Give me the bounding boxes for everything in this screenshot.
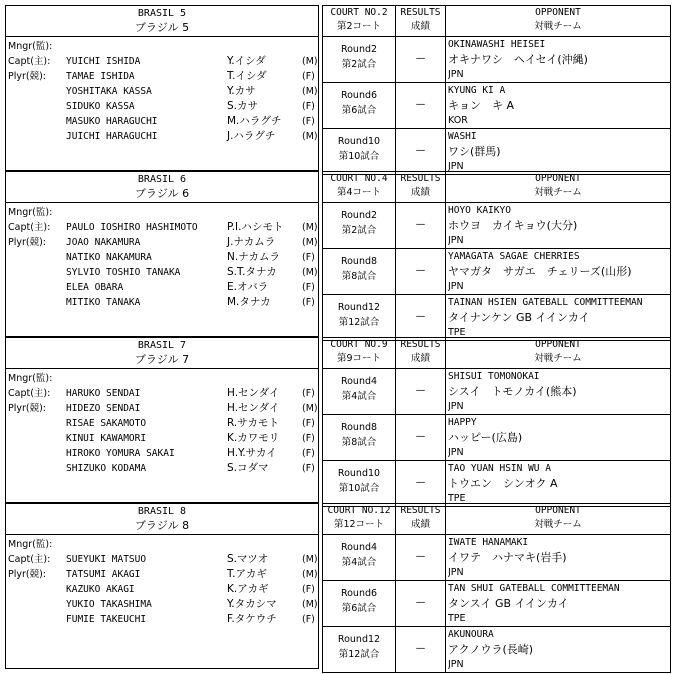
opponent-cell [446, 129, 671, 175]
player-name-kana: E.オバラ [227, 281, 269, 293]
court-header [323, 338, 396, 369]
opponent-name-jp: トウエン シンオク A [448, 477, 558, 490]
opponent-country: JPN [448, 447, 464, 458]
player-sex: (M) [302, 599, 318, 610]
team-name: BRASIL 5 [137, 8, 187, 19]
opponent-name-jp: タンスイ GB イインカイ [448, 597, 569, 610]
roster-panel [5, 171, 319, 337]
player-name: SYLVIO TOSHIO TANAKA [66, 267, 181, 278]
round-number: Round12 [337, 302, 381, 313]
round-cell [323, 83, 396, 129]
opponent-name: WASHI [448, 131, 477, 142]
player-name: ELEA OBARA [66, 282, 124, 293]
court-header [323, 6, 396, 37]
player-name: YUKIO TAKASHIMA [66, 599, 152, 610]
round-cell [323, 461, 396, 507]
round-number-jp: 第8試合 [341, 437, 377, 448]
result-cell: — [396, 203, 446, 249]
player-sex: (F) [302, 418, 315, 429]
match-row [323, 249, 671, 295]
round-number: Round8 [340, 422, 378, 433]
player-name: JOAO NAKAMURA [66, 237, 141, 248]
player-sex: (M) [302, 56, 318, 67]
result-cell: — [396, 37, 446, 83]
opponent-cell [446, 249, 671, 295]
player-name-kana: Y.カサ [227, 85, 256, 97]
player-name-kana: P.I.ハシモト [227, 221, 284, 233]
opponent-header [446, 6, 671, 37]
player-sex: (M) [302, 237, 318, 248]
opponent-name-jp: アクノウラ(長崎) [448, 643, 534, 656]
player-name-kana: T.アカギ [227, 568, 267, 580]
player-sex: (F) [302, 101, 315, 112]
result-cell: — [396, 627, 446, 673]
player-name: MITIKO TANAKA [66, 297, 141, 308]
player-sex: (F) [302, 252, 315, 263]
round-number: Round10 [337, 136, 381, 147]
results-header [396, 338, 446, 369]
results-header [396, 172, 446, 203]
player-name: JUICHI HARAGUCHI [66, 131, 158, 142]
player-name: YUICHI ISHIDA [66, 56, 141, 67]
results-header-jp: 成績 [410, 519, 430, 530]
round-number: Round8 [340, 256, 378, 267]
round-cell [323, 369, 396, 415]
result-cell: — [396, 369, 446, 415]
players-label: Plyr(競): [8, 237, 47, 248]
player-sex: (F) [302, 463, 315, 474]
court-header-en: COURT NO.12 [327, 505, 391, 516]
opponent-cell [446, 37, 671, 83]
player-name: YOSHITAKA KASSA [66, 86, 152, 97]
round-number-jp: 第10試合 [338, 151, 380, 162]
round-number-jp: 第10試合 [338, 483, 380, 494]
match-row [323, 295, 671, 341]
player-sex: (M) [302, 403, 318, 414]
match-row [323, 415, 671, 461]
players-label: Plyr(競): [8, 71, 47, 82]
opponent-cell [446, 295, 671, 341]
opponent-country: TPE [448, 493, 466, 504]
schedule-table [322, 5, 671, 175]
schedule-header-row [323, 338, 671, 369]
roster-panel [5, 337, 319, 503]
opponent-country: JPN [448, 281, 464, 292]
player-name-kana: T.イシダ [227, 70, 267, 82]
results-header-jp: 成績 [410, 21, 430, 32]
opponent-name-jp: ヤマガタ サガエ チェリーズ(山形) [448, 265, 632, 278]
player-name-kana: H.センダイ [227, 387, 280, 399]
player-name-kana: J.ハラグチ [227, 130, 276, 142]
round-number: Round10 [337, 468, 381, 479]
opponent-header-jp: 対戦チーム [534, 353, 582, 364]
player-name-kana: N.ナカムラ [227, 251, 280, 263]
opponent-name: AKUNOURA [448, 629, 494, 640]
opponent-name: TAN SHUI GATEBALL COMMITTEEMAN [448, 583, 620, 594]
player-name-kana: H.Y.サカイ [227, 447, 277, 459]
opponent-name: TAO YUAN HSIN WU A [448, 463, 551, 474]
result-cell: — [396, 129, 446, 175]
team-name-jp: ブラジル 8 [134, 519, 190, 532]
result-cell: — [396, 581, 446, 627]
result-cell: — [396, 83, 446, 129]
opponent-header-jp: 対戦チーム [534, 187, 582, 198]
team-name-jp: ブラジル 5 [134, 21, 190, 34]
player-name: NATIKO NAKAMURA [66, 252, 152, 263]
team-name-header [6, 6, 318, 37]
opponent-name: OKINAWASHI HEISEI [448, 39, 546, 50]
opponent-country: JPN [448, 161, 464, 172]
opponent-name-jp: キョン キ A [448, 99, 515, 112]
manager-label: Mngr(監): [8, 539, 53, 550]
player-name: HIROKO YOMURA SAKAI [66, 448, 175, 459]
opponent-country: JPN [448, 235, 464, 246]
team-block [5, 5, 670, 171]
player-name-kana: S.マツオ [227, 553, 269, 565]
round-number-jp: 第12試合 [338, 317, 380, 328]
player-name-kana: Y.タカシマ [227, 598, 277, 610]
round-number: Round4 [340, 542, 378, 553]
results-header-jp: 成績 [410, 187, 430, 198]
schedule-header-row [323, 6, 671, 37]
player-sex: (F) [302, 614, 315, 625]
round-number: Round2 [340, 210, 378, 221]
opponent-header-jp: 対戦チーム [534, 21, 582, 32]
opponent-country: TPE [448, 613, 466, 624]
opponent-header [446, 504, 671, 535]
player-name-kana: M.タナカ [227, 296, 271, 308]
opponent-cell [446, 415, 671, 461]
match-row [323, 129, 671, 175]
match-row [323, 203, 671, 249]
player-name: SUEYUKI MATSUO [66, 554, 147, 565]
results-header-en: RESULTS [400, 505, 441, 516]
player-sex: (F) [302, 448, 315, 459]
player-name: HARUKO SENDAI [66, 388, 141, 399]
match-row [323, 627, 671, 673]
round-cell [323, 581, 396, 627]
round-number-jp: 第4試合 [341, 557, 377, 568]
round-number: Round4 [340, 376, 378, 387]
opponent-header-jp: 対戦チーム [534, 519, 582, 530]
opponent-name-jp: ハッピー(広島) [448, 431, 523, 444]
team-name: BRASIL 8 [137, 506, 187, 517]
player-sex: (F) [302, 433, 315, 444]
opponent-name-jp: オキナワシ ヘイセイ(沖縄) [448, 53, 588, 66]
round-cell [323, 415, 396, 461]
round-number: Round12 [337, 634, 381, 645]
results-header-en: RESULTS [400, 339, 441, 350]
opponent-header-en: OPPONENT [535, 339, 581, 350]
results-header [396, 504, 446, 535]
opponent-header-en: OPPONENT [535, 7, 581, 18]
round-cell [323, 249, 396, 295]
schedule-header-row [323, 504, 671, 535]
player-name-kana: H.センダイ [227, 402, 280, 414]
player-name: TAMAE ISHIDA [66, 71, 135, 82]
player-name: HIDEZO SENDAI [66, 403, 141, 414]
opponent-name: SHISUI TOMONOKAI [448, 371, 540, 382]
captain-label: Capt(主): [8, 388, 51, 399]
player-sex: (F) [302, 282, 315, 293]
player-name-kana: M.ハラグチ [227, 115, 282, 127]
player-name-kana: K.カワモリ [227, 432, 280, 444]
player-name: KINUI KAWAMORI [66, 433, 147, 444]
round-number-jp: 第4試合 [341, 391, 377, 402]
roster-panel [5, 503, 319, 669]
player-sex: (F) [302, 388, 315, 399]
player-name: SHIZUKO KODAMA [66, 463, 147, 474]
round-cell [323, 129, 396, 175]
round-number: Round6 [340, 588, 378, 599]
opponent-cell [446, 627, 671, 673]
opponent-country: TPE [448, 327, 466, 338]
opponent-country: JPN [448, 567, 464, 578]
round-number-jp: 第8試合 [341, 271, 377, 282]
team-name-jp: ブラジル 6 [134, 187, 190, 200]
round-number-jp: 第6試合 [341, 603, 377, 614]
round-cell [323, 37, 396, 83]
player-name: SIDUKO KASSA [66, 101, 135, 112]
result-cell: — [396, 415, 446, 461]
team-name-header [6, 338, 318, 369]
team-name-header [6, 504, 318, 535]
court-header-en: COURT NO.4 [330, 173, 388, 184]
player-sex: (F) [302, 71, 315, 82]
opponent-name: TAINAN HSIEN GATEBALL COMMITTEEMAN [448, 297, 643, 308]
team-name-header [6, 172, 318, 203]
opponent-name: HAPPY [448, 417, 477, 428]
player-sex: (F) [302, 297, 315, 308]
opponent-name-jp: タイナンケン GB イインカイ [448, 311, 590, 324]
opponent-cell [446, 581, 671, 627]
round-cell [323, 203, 396, 249]
player-name-kana: J.ナカムラ [227, 236, 276, 248]
match-row [323, 535, 671, 581]
opponent-name: HOYO KAIKYO [448, 205, 511, 216]
player-name: PAULO IOSHIRO HASHIMOTO [66, 222, 198, 233]
team-block [5, 503, 670, 669]
match-row [323, 369, 671, 415]
court-header [323, 504, 396, 535]
opponent-name-jp: シスイ トモノカイ(熊本) [448, 385, 577, 398]
player-sex: (M) [302, 554, 318, 565]
team-name: BRASIL 7 [137, 340, 187, 351]
results-header-en: RESULTS [400, 173, 441, 184]
team-name-jp: ブラジル 7 [134, 353, 190, 366]
opponent-cell [446, 83, 671, 129]
court-header-en: COURT NO.9 [330, 339, 388, 350]
result-cell: — [396, 249, 446, 295]
results-header-en: RESULTS [400, 7, 441, 18]
opponent-cell [446, 461, 671, 507]
player-sex: (M) [302, 222, 318, 233]
opponent-header-en: OPPONENT [535, 173, 581, 184]
player-sex: (F) [302, 116, 315, 127]
court-header-jp: 第4コート [336, 187, 382, 198]
player-name: FUMIE TAKEUCHI [66, 614, 147, 625]
player-sex: (F) [302, 584, 315, 595]
opponent-header [446, 338, 671, 369]
captain-label: Capt(主): [8, 222, 51, 233]
team-block [5, 337, 670, 503]
opponent-header [446, 172, 671, 203]
opponent-name-jp: ワシ(群馬) [448, 145, 501, 158]
match-row [323, 83, 671, 129]
players-label: Plyr(競): [8, 403, 47, 414]
opponent-country: JPN [448, 69, 464, 80]
team-name: BRASIL 6 [137, 174, 187, 185]
match-row [323, 37, 671, 83]
player-name-kana: S.T.タナカ [227, 266, 277, 278]
player-name: RISAE SAKAMOTO [66, 418, 147, 429]
opponent-country: JPN [448, 401, 464, 412]
opponent-country: KOR [448, 115, 468, 126]
schedule-table [322, 171, 671, 341]
round-cell [323, 535, 396, 581]
player-name-kana: R.サカモト [227, 417, 280, 429]
player-sex: (M) [302, 569, 318, 580]
court-header-jp: 第9コート [336, 353, 382, 364]
player-sex: (M) [302, 86, 318, 97]
schedule-table [322, 337, 671, 507]
player-sex: (M) [302, 267, 318, 278]
player-name-kana: S.コダマ [227, 462, 269, 474]
player-name-kana: Y.イシダ [227, 55, 266, 67]
opponent-name: YAMAGATA SAGAE CHERRIES [448, 251, 580, 262]
round-number-jp: 第2試合 [341, 225, 377, 236]
result-cell: — [396, 535, 446, 581]
player-name-kana: K.アカギ [227, 583, 269, 595]
opponent-name-jp: イワテ ハナマキ(岩手) [448, 551, 567, 564]
result-cell: — [396, 461, 446, 507]
round-cell [323, 295, 396, 341]
captain-label: Capt(主): [8, 56, 51, 67]
opponent-name-jp: ホウヨ カイキョウ(大分) [448, 219, 578, 232]
round-number-jp: 第2試合 [341, 59, 377, 70]
round-number-jp: 第6試合 [341, 105, 377, 116]
roster-panel [5, 5, 319, 171]
match-row [323, 461, 671, 507]
opponent-name: KYUNG KI A [448, 85, 506, 96]
player-name-kana: F.タケウチ [227, 613, 277, 625]
results-header [396, 6, 446, 37]
round-number: Round6 [340, 90, 378, 101]
player-name: TATSUMI AKAGI [66, 569, 141, 580]
opponent-cell [446, 369, 671, 415]
round-number: Round2 [340, 44, 378, 55]
round-cell [323, 627, 396, 673]
schedule-table [322, 503, 671, 673]
team-block [5, 171, 670, 337]
players-label: Plyr(競): [8, 569, 47, 580]
court-header-en: COURT NO.2 [330, 7, 388, 18]
manager-label: Mngr(監): [8, 41, 53, 52]
opponent-cell [446, 203, 671, 249]
opponent-cell [446, 535, 671, 581]
manager-label: Mngr(監): [8, 373, 53, 384]
captain-label: Capt(主): [8, 554, 51, 565]
court-header-jp: 第2コート [336, 21, 382, 32]
schedule-header-row [323, 172, 671, 203]
player-name-kana: S.カサ [227, 100, 259, 112]
opponent-name: IWATE HANAMAKI [448, 537, 529, 548]
player-name: KAZUKO AKAGI [66, 584, 135, 595]
match-row [323, 581, 671, 627]
opponent-country: JPN [448, 659, 464, 670]
round-number-jp: 第12試合 [338, 649, 380, 660]
court-header-jp: 第12コート [333, 519, 385, 530]
opponent-header-en: OPPONENT [535, 505, 581, 516]
result-cell: — [396, 295, 446, 341]
results-header-jp: 成績 [410, 353, 430, 364]
court-header [323, 172, 396, 203]
player-sex: (M) [302, 131, 318, 142]
manager-label: Mngr(監): [8, 207, 53, 218]
player-name: MASUKO HARAGUCHI [66, 116, 158, 127]
